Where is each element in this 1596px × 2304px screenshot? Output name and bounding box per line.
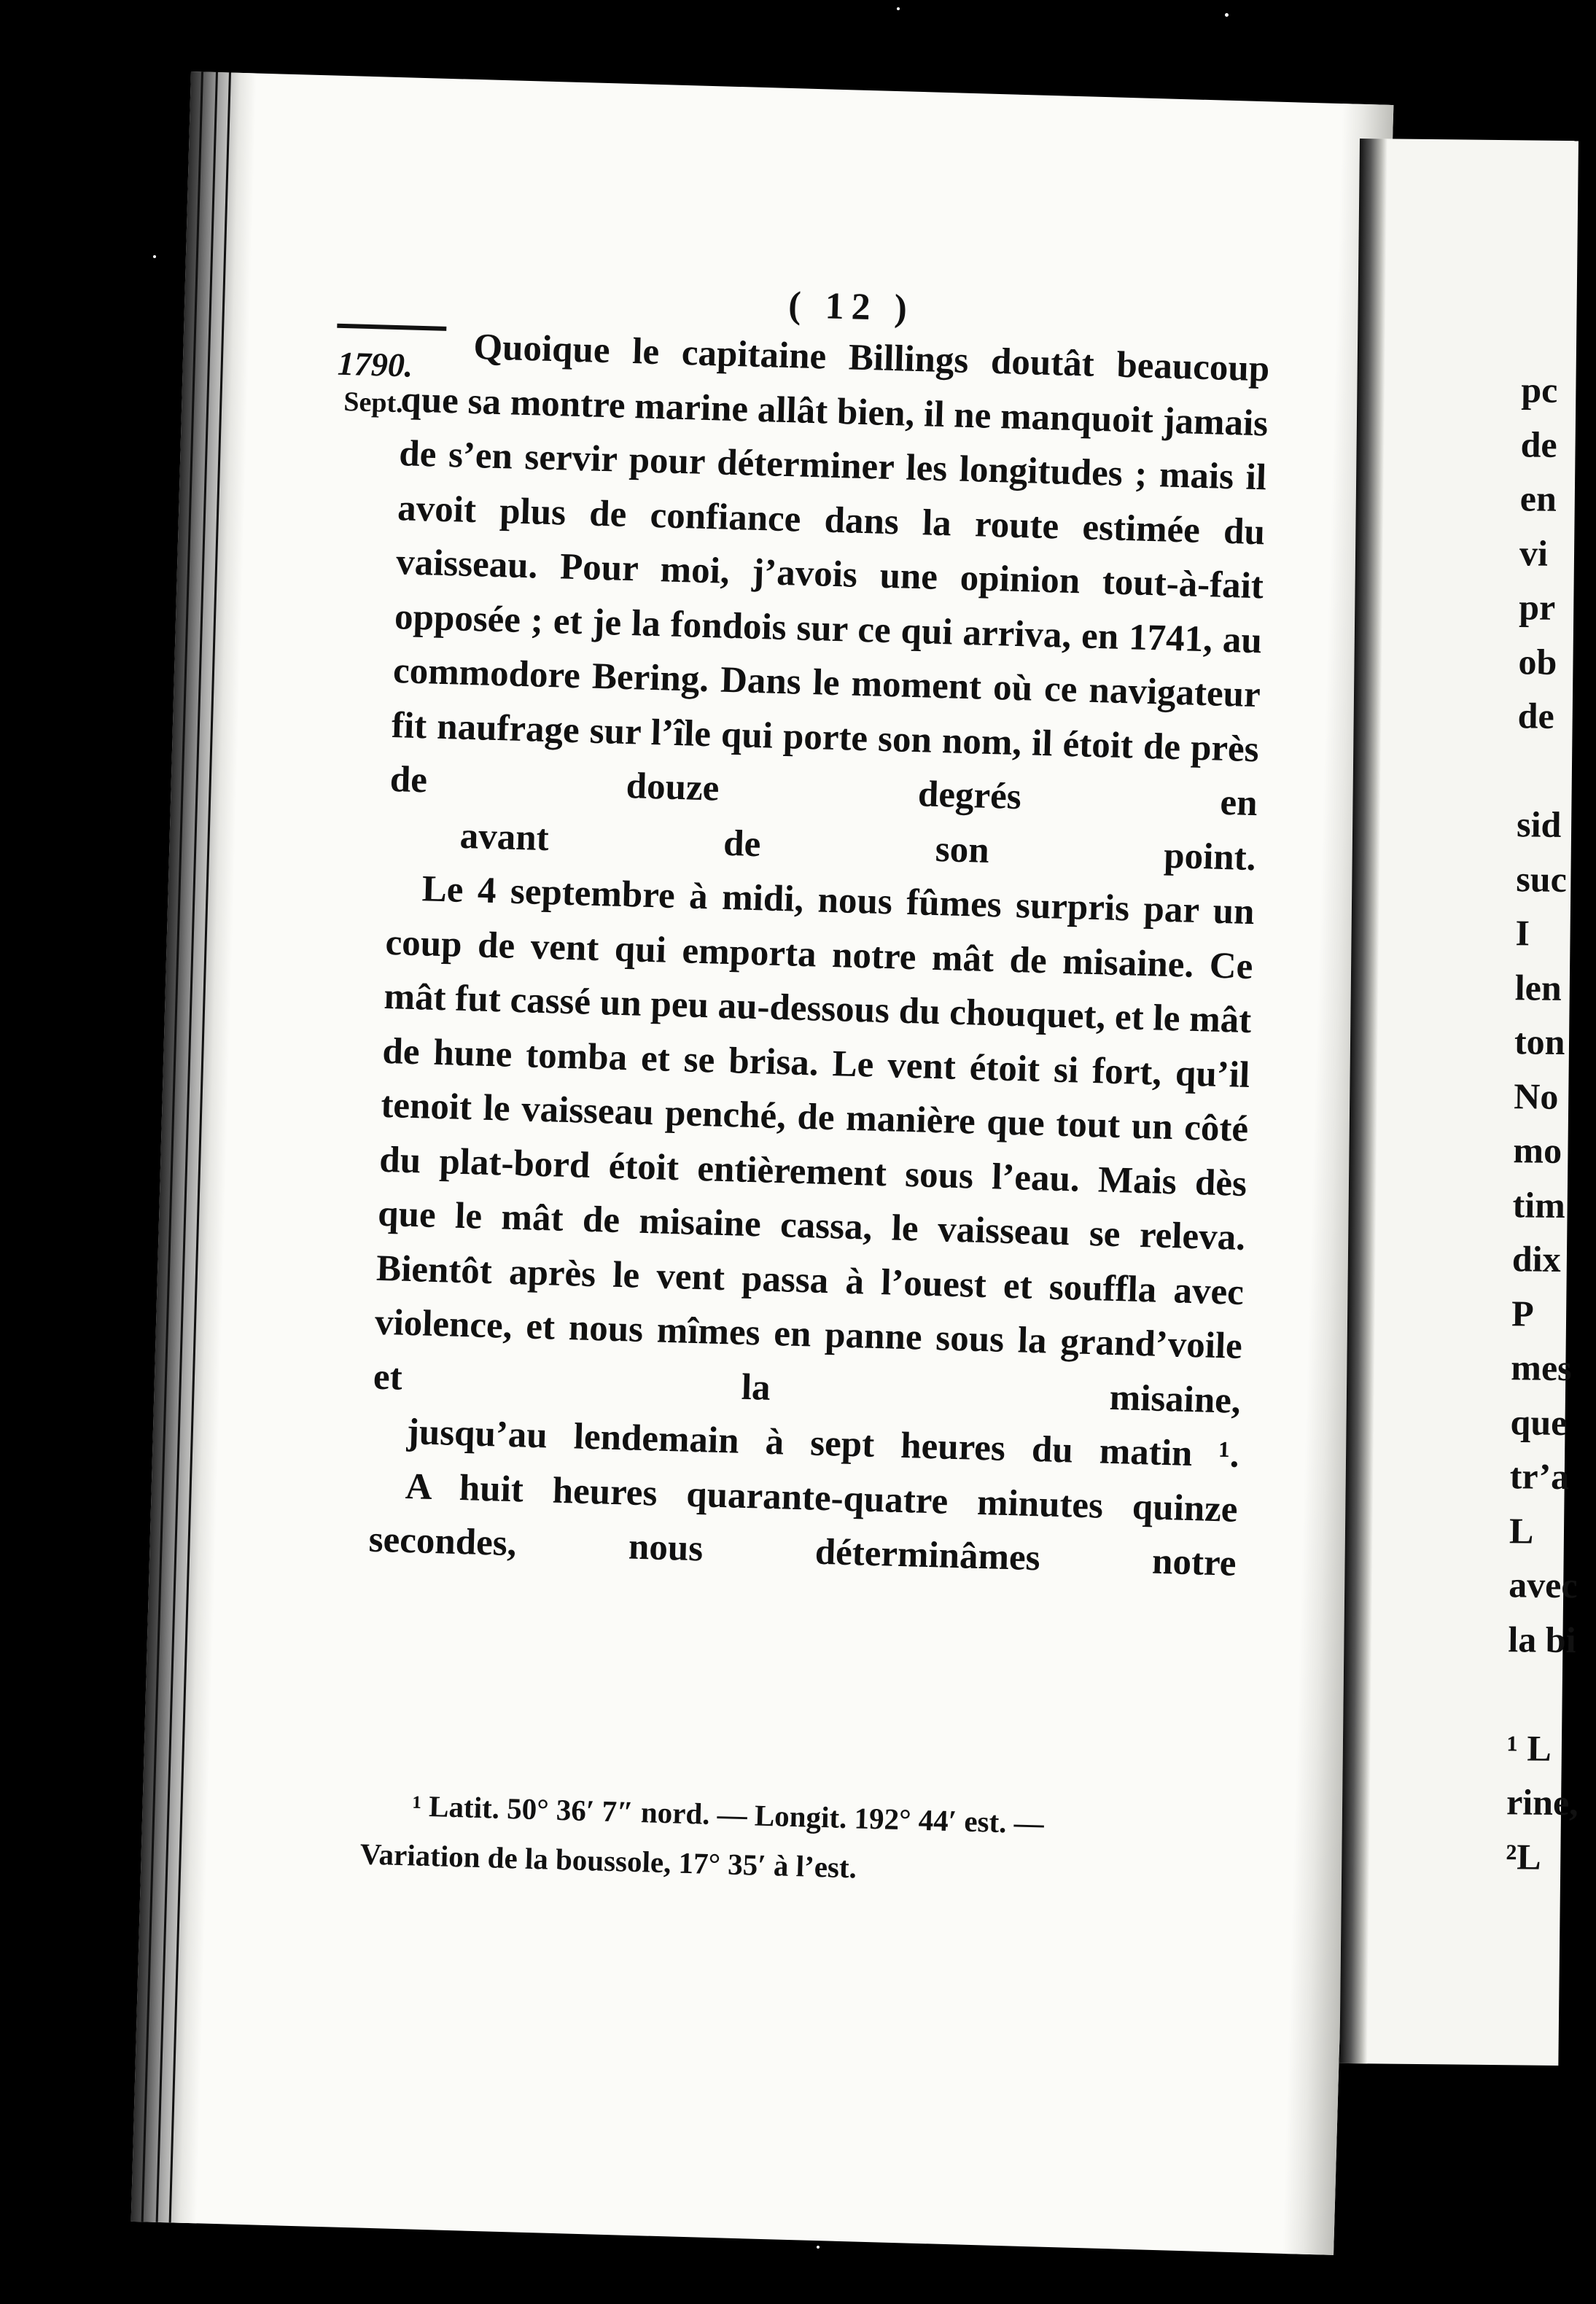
text-fragment: vi xyxy=(1519,532,1549,574)
text-fragment: L xyxy=(1509,1509,1534,1552)
footnote-line: Variation de la boussole, 17° 35′ à l’est. xyxy=(359,1837,857,1885)
paragraph-text: Quoique le capitaine Billings doutât beaucoup que sa montre marine allât bien, il ne manquoit jamais de s’en servir pour déterminer les longitudes ; mais il avoit plus de confiance dans la route estimée du vaisseau. Pour moi, j’avois une opinion tout-à-fait opposée ; et je la fondois sur ce qui arriva, en 1741, au commodore Bering. Dans le moment où ce navigateur fit naufrage sur l’île qui porte son nom, il étoit de près de douze degrés en xyxy=(389,326,1270,825)
text-fragment: ²L xyxy=(1506,1835,1541,1877)
page-number: ( 12 ) xyxy=(787,284,915,330)
text-fragment: pr xyxy=(1518,586,1556,628)
text-fragment: dix xyxy=(1511,1238,1561,1280)
paragraph-last-line: avant de son point. xyxy=(459,815,1257,879)
text-fragment: tim xyxy=(1512,1183,1566,1226)
text-fragment: mo xyxy=(1513,1129,1562,1171)
book-page-right xyxy=(1339,139,1579,2066)
text-fragment: suc xyxy=(1516,857,1568,900)
text-fragment: rine, xyxy=(1506,1781,1579,1824)
text-fragment: No xyxy=(1513,1075,1559,1117)
text-fragment: avec xyxy=(1508,1564,1578,1606)
text-fragment: ¹ L xyxy=(1506,1727,1552,1769)
paragraph xyxy=(388,318,1270,885)
text-fragment: mes xyxy=(1511,1347,1572,1389)
text-fragment: de xyxy=(1517,695,1555,736)
text-fragment: la bi xyxy=(1508,1618,1576,1660)
scan-speck xyxy=(1225,13,1229,17)
text-fragment: sid xyxy=(1516,803,1562,845)
scan-speck xyxy=(897,7,900,10)
body-text xyxy=(368,318,1270,1591)
text-fragment xyxy=(1507,1666,1579,1721)
scan-speck xyxy=(153,255,156,258)
margin-year: 1790. xyxy=(337,344,414,384)
margin-month: Sept. xyxy=(343,386,404,419)
paragraph-last-line: jusqu’au lendemain à sept heures du matin ¹. xyxy=(406,1412,1240,1476)
text-fragment: pc xyxy=(1521,369,1558,410)
text-fragment: ton xyxy=(1514,1021,1565,1063)
text-fragment xyxy=(1517,743,1589,798)
paragraph-text: A huit heures quarante-quatre minutes quinze secondes, nous déterminâmes notre xyxy=(368,1466,1239,1584)
book-page-left xyxy=(131,71,1394,2255)
text-fragment: de xyxy=(1520,423,1557,465)
footnotes xyxy=(359,1779,1207,1902)
text-fragment: P xyxy=(1511,1292,1534,1334)
text-fragment: I xyxy=(1515,912,1530,954)
paragraph-text: Le 4 septembre à midi, nous fûmes surpris par un coup de vent qui emporta notre mât de misaine. Ce mât fut cassé un peu au-dessous du chouquet, et le mât de hune tomba et se brisa. Le vent étoit si fort, qu’il tenoit le vaisseau penché, de manière que tout un côté du plat-bord étoit entièrement sous l’eau. Mais dès que le mât de misaine cassa, le vaisseau se releva. Bientôt après le vent passa à l’ouest et souffla avec violence, et nous mîmes en panne sous la grand’voile et la misaine, xyxy=(373,868,1256,1422)
text-fragment: que xyxy=(1510,1401,1568,1443)
footnote-line: ¹ Latit. 50° 36′ 7″ nord. — Longit. 192° 44′ est. — xyxy=(412,1789,1045,1840)
text-fragment: tr’a xyxy=(1509,1455,1570,1498)
text-fragment: ob xyxy=(1518,640,1557,682)
text-fragment: en xyxy=(1519,478,1557,519)
paragraph xyxy=(371,861,1255,1482)
scan-speck xyxy=(817,2246,820,2249)
next-page-fragments xyxy=(1506,362,1593,1884)
text-fragment: len xyxy=(1514,966,1562,1008)
